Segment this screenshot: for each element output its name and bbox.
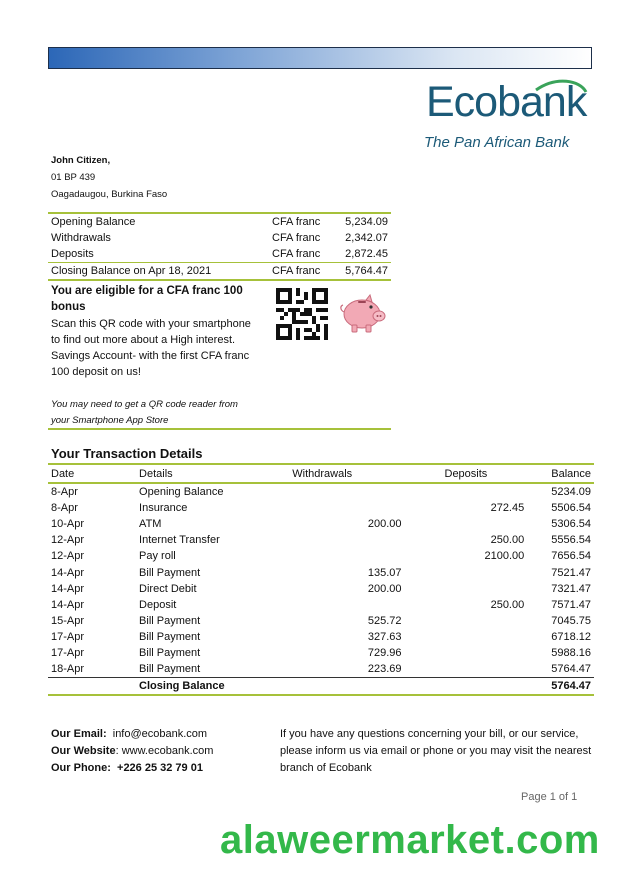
transactions-title: Your Transaction Details [51,446,203,461]
cell-balance: 5988.16 [551,646,591,659]
summary-amount: 2,872.45 [345,248,388,260]
promo-body: Scan this QR code with your smartphone to find out more about a High interest. Savings Account- with the first CFA franc 100 deposit on us! [51,318,251,378]
closing-balance-row [48,678,594,694]
contact-phone: +226 25 32 79 01 [117,762,203,774]
cell-date: 8-Apr [51,486,78,499]
cell-withdrawal: 200.00 [367,518,402,531]
contact-website-label: Our Website [51,745,116,757]
cell-withdrawal: 135.07 [367,566,402,579]
cell-date: 17-Apr [51,630,85,643]
summary-label: Withdrawals [51,232,111,244]
contact-phone-label: Our Phone: [51,762,111,774]
cell-date: 10-Apr [51,518,85,531]
cell-withdrawal [262,548,404,564]
summary-row [48,230,391,246]
cell-balance: 7571.47 [551,598,591,611]
cell-withdrawal: 525.72 [367,614,402,627]
cell-deposit: 272.45 [490,502,525,515]
ecobank-logo [418,78,590,154]
summary-currency: CFA franc [272,216,321,228]
contact-info [51,726,213,777]
contact-email-label: Our Email: [51,728,107,740]
logo-wordmark: Ecobank [426,78,587,126]
summary-amount: 5,234.09 [345,216,388,228]
table-row [48,613,594,629]
cell-balance: 5556.54 [551,534,591,547]
promo-title: You are eligible for a CFA franc 100 bonus [51,285,243,313]
cell-details: Bill Payment [139,663,201,676]
table-row [48,484,594,500]
summary-label: Closing Balance on Apr 18, 2021 [51,265,212,277]
cell-withdrawal [262,484,404,500]
cell-deposit: 250.00 [490,598,525,611]
cell-deposit [405,564,528,580]
cell-date: 15-Apr [51,614,85,627]
contact-email-line [51,726,213,743]
cell-details: ATM [139,518,162,531]
contact-website[interactable]: : www.ecobank.com [115,745,214,757]
cell-withdrawal: 327.63 [367,630,402,643]
cell-empty [405,678,528,694]
cell-date: 17-Apr [51,646,85,659]
closing-balance-label: Closing Balance [139,680,225,693]
divider [48,694,594,696]
cell-balance: 5234.09 [551,486,591,499]
column-header-balance: Balance [551,467,591,480]
cell-details: Bill Payment [139,646,201,659]
cell-withdrawal [262,597,404,613]
logo-tagline: The Pan African Bank [424,134,570,151]
cell-balance: 5306.54 [551,518,591,531]
column-header-date: Date [51,467,75,480]
column-header-details: Details [139,467,173,480]
summary-row [48,246,391,262]
cell-deposit [405,661,528,677]
cell-details: Deposit [139,598,177,611]
cell-deposit [405,645,528,661]
cell-deposit [405,613,528,629]
cell-details: Insurance [139,502,188,515]
summary-currency: CFA franc [272,232,321,244]
table-row [48,661,594,677]
cell-withdrawal: 729.96 [367,646,402,659]
summary-row [48,263,391,279]
summary-label: Opening Balance [51,216,136,228]
cell-details: Opening Balance [139,486,224,499]
cell-deposit [405,516,528,532]
cell-date: 18-Apr [51,663,85,676]
column-header-deposits: Deposits [444,467,488,480]
table-row [48,500,594,516]
column-header-withdrawals: Withdrawals [292,467,353,480]
table-row [48,532,594,548]
cell-withdrawal [262,532,404,548]
summary-table [48,214,391,262]
closing-balance-value: 5764.47 [551,680,591,693]
cell-details: Bill Payment [139,566,201,579]
cell-balance: 6718.12 [551,630,591,643]
summary-amount: 5,764.47 [345,265,388,277]
watermark: alaweermarket.com [220,818,600,862]
transactions-section [48,463,594,696]
customer-box: 01 BP 439 [51,172,96,183]
cell-deposit [405,581,528,597]
table-row [48,645,594,661]
cell-details: Pay roll [139,550,176,563]
cell-deposit [405,629,528,645]
account-summary [48,212,391,281]
table-row [48,548,594,564]
promo-note: You may need to get a QR code reader from your Smartphone App Store [51,399,238,426]
cell-date: 14-Apr [51,566,85,579]
summary-currency: CFA franc [272,248,321,260]
summary-amount: 2,342.07 [345,232,388,244]
summary-currency: CFA franc [272,265,321,277]
summary-closing-table [48,263,391,279]
contact-email[interactable]: info@ecobank.com [112,728,208,740]
cell-withdrawal [262,500,404,516]
promo-box [48,280,391,430]
cell-date: 14-Apr [51,582,85,595]
cell-balance: 7656.54 [551,550,591,563]
cell-balance: 5764.47 [551,663,591,676]
customer-city: Oagadaugou, Burkina Faso [51,189,168,200]
cell-deposit [405,484,528,500]
cell-empty [262,678,404,694]
header-bar [48,47,592,69]
cell-empty [48,678,136,694]
summary-row [48,214,391,230]
table-row [48,516,594,532]
cell-balance: 7521.47 [551,566,591,579]
cell-details: Bill Payment [139,630,201,643]
summary-label: Deposits [51,248,94,260]
cell-withdrawal: 223.69 [367,663,402,676]
contact-phone-line [51,760,213,777]
cell-date: 12-Apr [51,534,85,547]
table-header-row [48,465,594,482]
cell-balance: 5506.54 [551,502,591,515]
customer-name: John Citizen, [51,155,111,166]
cell-date: 8-Apr [51,502,78,515]
questions-note: If you have any questions concerning your bill, or our service, please inform us via email or phone or you may visit the nearest branch of Ecobank [280,728,592,774]
piggy-bank-icon [338,292,388,336]
cell-balance: 7321.47 [551,582,591,595]
cell-balance: 7045.75 [551,614,591,627]
cell-details: Internet Transfer [139,534,220,547]
cell-deposit: 250.00 [490,534,525,547]
customer-address [51,152,167,203]
cell-withdrawal: 200.00 [367,582,402,595]
cell-deposit: 2100.00 [484,550,525,563]
transactions-table [48,465,594,694]
cell-date: 14-Apr [51,598,85,611]
table-row [48,629,594,645]
qr-code-icon [276,288,328,340]
table-row [48,581,594,597]
cell-details: Bill Payment [139,614,201,627]
cell-date: 12-Apr [51,550,85,563]
cell-details: Direct Debit [139,582,197,595]
table-row [48,597,594,613]
contact-website-line [51,743,213,760]
page-number: Page 1 of 1 [521,791,578,803]
table-row [48,564,594,580]
